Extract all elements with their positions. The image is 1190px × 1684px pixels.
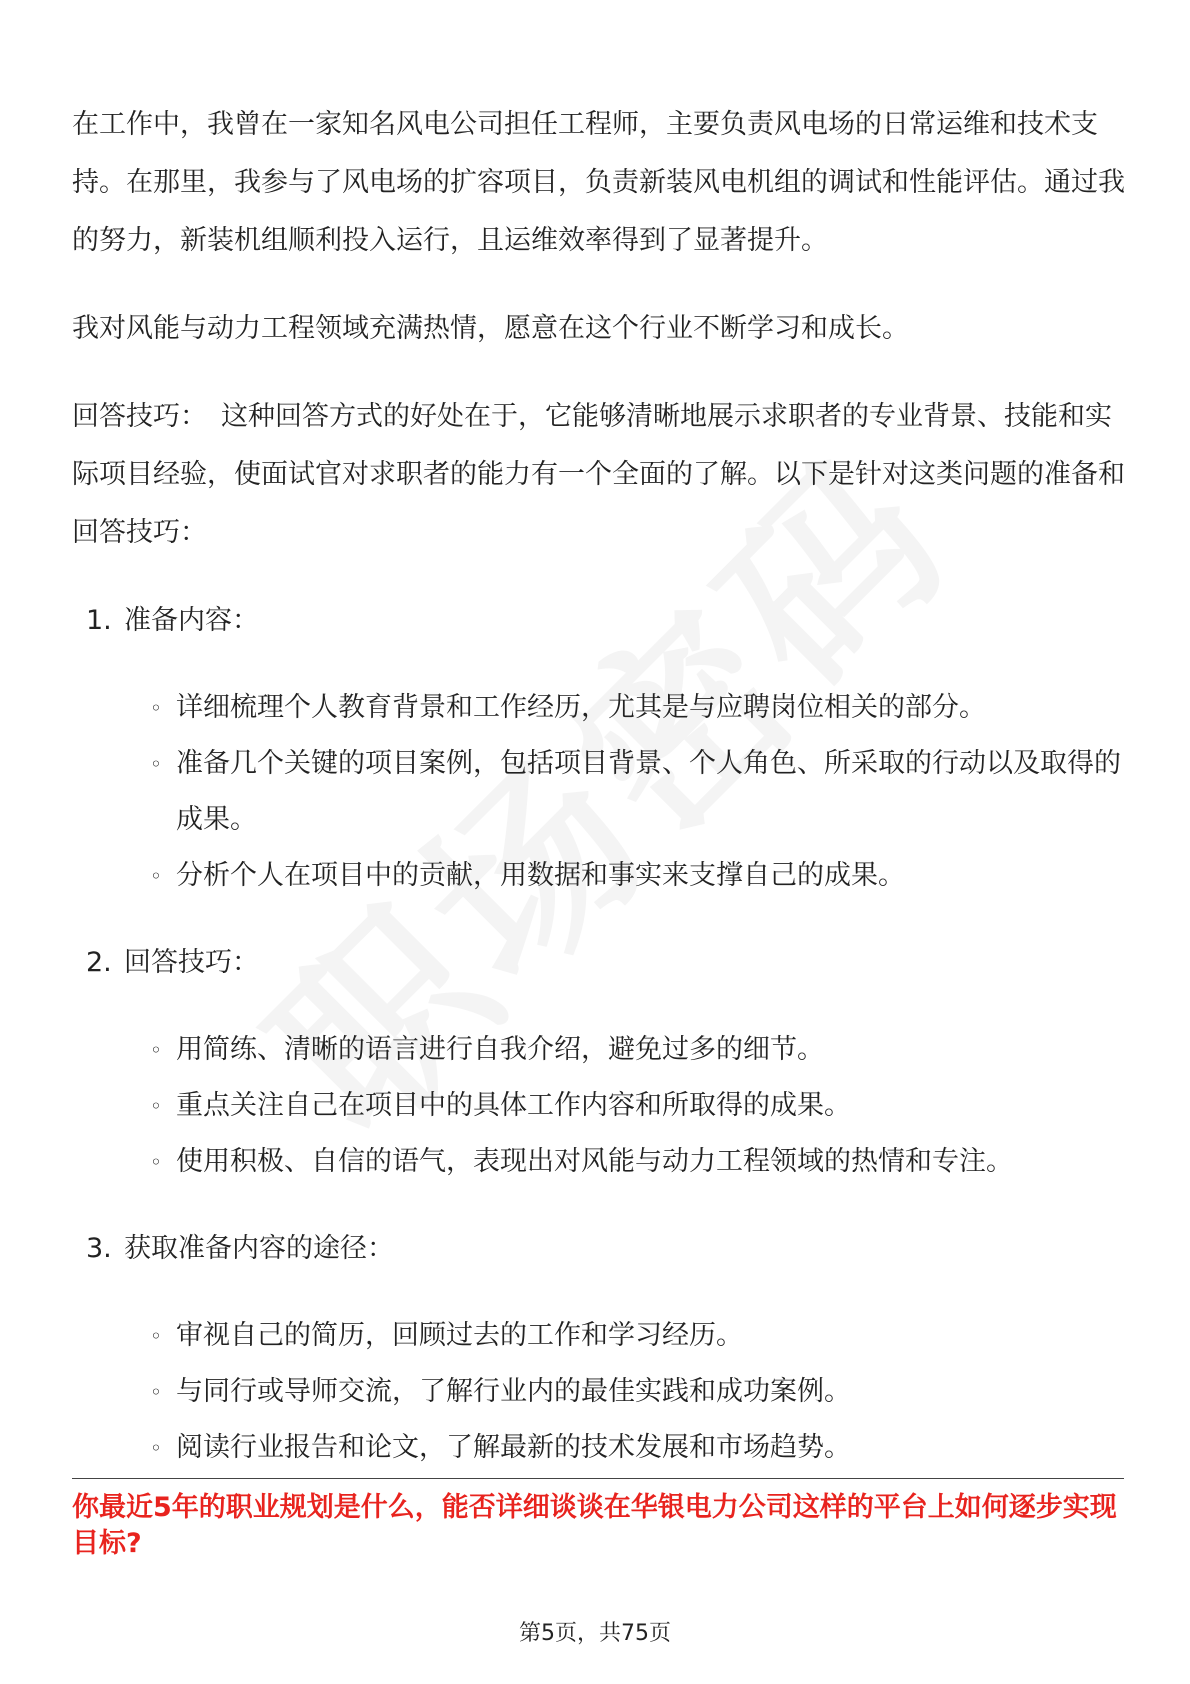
list-item [72,1308,1132,1364]
section-number: 3. [86,1233,112,1264]
section-number: 2. [86,947,112,978]
list-item-text: 分析个人在项目中的贡献，用数据和事实来支撑自己的成果。 [176,860,905,891]
list-item-text: 准备几个关键的项目案例，包括项目背景、个人角色、所采取的行动以及取得的成果。 [176,748,1121,835]
list-item-text: 使用积极、自信的语气，表现出对风能与动力工程领域的热情和专注。 [176,1146,1013,1177]
list-item [72,848,1132,904]
bullet-icon: ◦ [150,1038,162,1062]
list-item-text: 重点关注自己在项目中的具体工作内容和所取得的成果。 [176,1090,851,1121]
section-title: 回答技巧： [124,947,259,978]
bullet-icon: ◦ [150,1436,162,1460]
answer-tips-label: 回答技巧： [72,401,207,432]
bullet-icon: ◦ [150,1380,162,1404]
answer-tips-text: 这种回答方式的好处在于，它能够清晰地展示求职者的专业背景、技能和实际项目经验，使面试官对求职者的能力有一个全面的了解。以下是针对这类问题的准备和回答技巧： [72,401,1125,548]
bullet-icon: ◦ [150,1324,162,1348]
section-heading-prepare [72,592,1132,650]
paragraph-experience: 在工作中，我曾在一家知名风电公司担任工程师，主要负责风电场的日常运维和技术支持。在那里，我参与了风电场的扩容项目，负责新装风电机组的调试和性能评估。通过我的努力，新装机组顺利投入运行，且运维效率得到了显著提升。 [72,109,1125,256]
list-item [72,736,1132,848]
list-item [72,1420,1132,1476]
section-title: 获取准备内容的途径： [124,1233,394,1264]
bullet-icon: ◦ [150,864,162,888]
bullet-list-sources [72,1308,1132,1476]
bullet-icon: ◦ [150,1150,162,1174]
list-item-text: 审视自己的简历，回顾过去的工作和学习经历。 [176,1320,743,1351]
list-item-text: 详细梳理个人教育背景和工作经历，尤其是与应聘岗位相关的部分。 [176,692,986,723]
list-item [72,1022,1132,1078]
bullet-list-answer-tips [72,1022,1132,1190]
bullet-icon: ◦ [150,696,162,720]
page-content [72,96,1132,1506]
section-divider [72,1478,1124,1479]
bullet-list-prepare [72,680,1132,904]
list-item [72,1364,1132,1420]
section-title: 准备内容： [124,605,259,636]
list-item-text: 用简练、清晰的语言进行自我介绍，避免过多的细节。 [176,1034,824,1065]
section-heading-answer-tips [72,934,1132,992]
bullet-icon: ◦ [150,1094,162,1118]
paragraph-passion: 我对风能与动力工程领域充满热情，愿意在这个行业不断学习和成长。 [72,313,909,344]
list-item [72,1078,1132,1134]
section-number: 1. [86,605,112,636]
next-question-heading: 你最近5年的职业规划是什么，能否详细谈谈在华银电力公司这样的平台上如何逐步实现目标? [72,1492,1117,1559]
list-item-text: 阅读行业报告和论文，了解最新的技术发展和市场趋势。 [176,1432,851,1463]
list-item [72,1134,1132,1190]
list-item-text: 与同行或导师交流，了解行业内的最佳实践和成功案例。 [176,1376,851,1407]
answer-tips-paragraph [72,388,1132,562]
page-number: 第5页，共75页 [519,1621,671,1646]
list-item [72,680,1132,736]
bullet-icon: ◦ [150,752,162,776]
section-heading-sources [72,1220,1132,1278]
